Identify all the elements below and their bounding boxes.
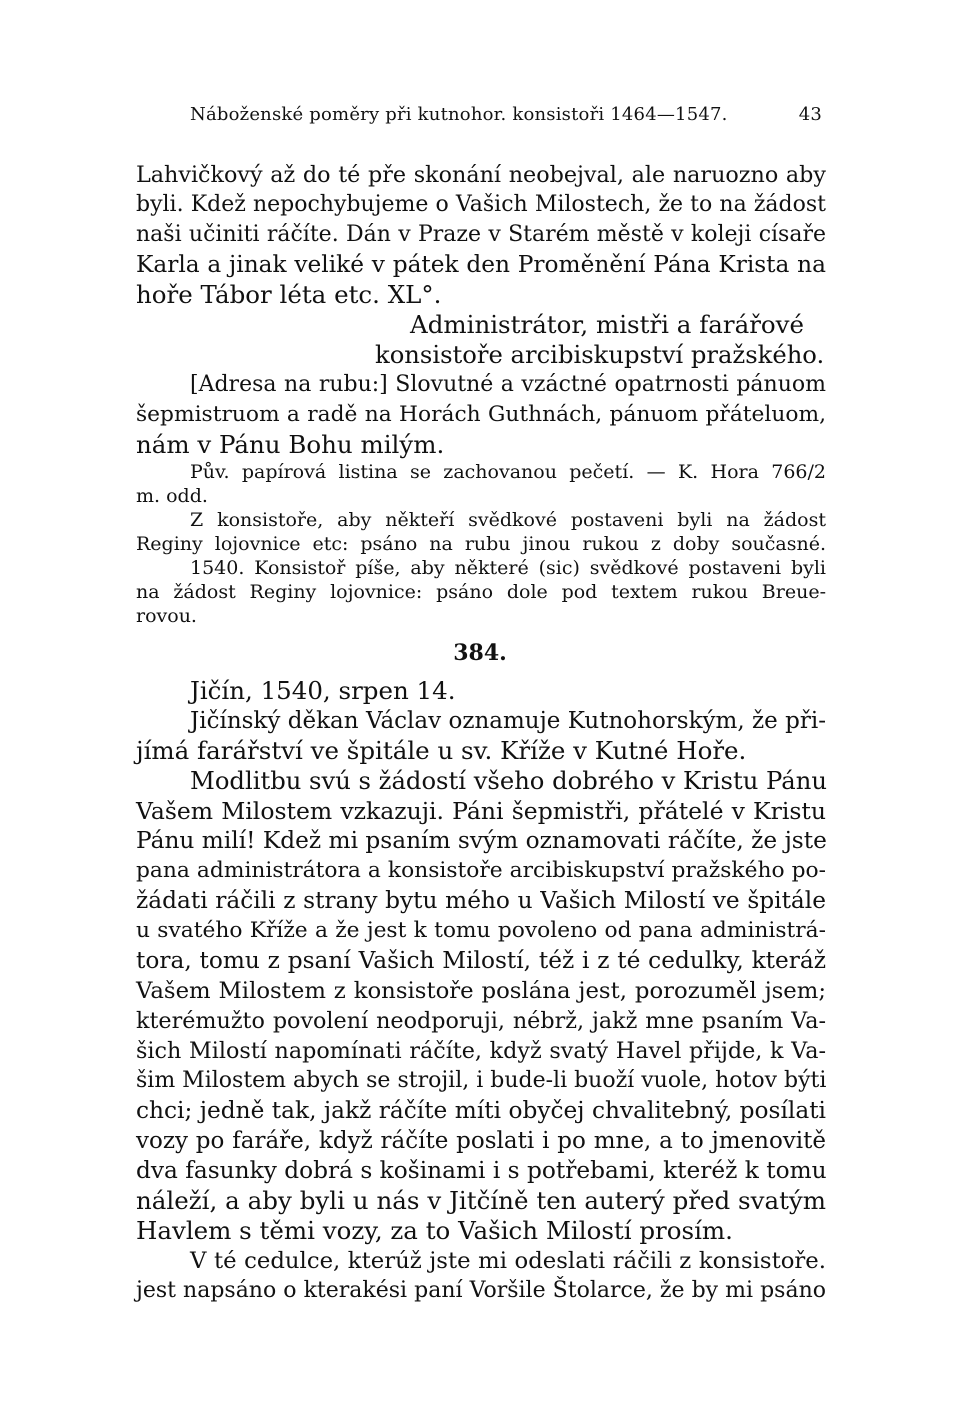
body-line: jest napsáno o kterakési paní Voršile Štolarce, že by mi psáno	[136, 1278, 826, 1303]
body-line: Havlem s těmi vozy, za to Vašich Milostí prosím.	[136, 1216, 733, 1245]
body-line: dva fasunky dobrá s košinami i s potřebami, kteréž k tomu	[136, 1157, 827, 1184]
note-line: Reginy lojovnice etc: psáno na rubu jinou rukou z doby současné.	[136, 533, 826, 555]
note-line: 1540. Konsistoř píše, aby některé (sic) svědkové postaveni byli	[190, 557, 826, 579]
text-line: naši učiniti ráčíte. Dán v Praze v Starém městě v koleji císaře	[136, 222, 826, 247]
text-line: byli. Kdež nepochybujeme o Vašich Milostech, že to na žádost	[136, 192, 826, 217]
note-line: rovou.	[136, 605, 197, 627]
text-line: Lahvičkový až do té pře skonání neobejval, ale naruozno aby	[136, 162, 826, 188]
body-line: Vašem Milostem z konsistoře poslána jest, porozuměl jsem;	[136, 978, 826, 1004]
page-number: 43	[798, 104, 822, 125]
body-line: žádati ráčili z strany bytu mého u Vašich Milostí ve špitále	[136, 887, 826, 914]
body-line: pana administrátora a konsistoře arcibiskupství pražského po-	[136, 858, 826, 883]
body-line: Vašem Milostem vzkazuji. Páni šepmistři, přátelé v Kristu	[136, 797, 826, 825]
note-line: Z konsistoře, aby někteří svědkové postaveni byli na žádost	[190, 509, 826, 531]
body-line: V té cedulce, kterúž jste mi odeslati ráčili z konsistoře.	[190, 1248, 826, 1274]
note-line: m. odd.	[136, 485, 208, 507]
note-line: na žádost Reginy lojovnice: psáno dole pod textem rukou Breue-	[136, 581, 826, 603]
body-line: chci; jedně tak, jakž ráčíte míti obyčej chvalitebný, posílati	[136, 1097, 826, 1124]
address-line: nám v Pánu Bohu milým.	[136, 430, 445, 459]
running-header	[190, 104, 822, 128]
body-line: šim Milostem abych se strojil, i bude-li buoží vuole, hotov býti	[136, 1068, 827, 1093]
body-line: Modlitbu svú s žádostí všeho dobrého v Kristu Pánu	[190, 766, 827, 795]
text-line: hoře Tábor léta etc. XL°.	[136, 280, 442, 309]
body-line: vozy po faráře, když ráčíte poslati i po mne, a to jmenovitě	[136, 1128, 826, 1154]
body-line: tora, tomu z psaní Vašich Milostí, též i z té cedulky, kteráž	[136, 947, 826, 974]
signature-line: Administrátor, mistři a farářové	[410, 310, 804, 339]
signature-line: konsistoře arcibiskupství pražského.	[375, 340, 825, 369]
body-line: u svatého Kříže a že jest k tomu povoleno od pana administrá-	[136, 918, 826, 943]
body-line: náleží, a aby byli u nás v Jitčíně ten auterý před svatým	[136, 1186, 826, 1215]
regest-line: Jičínský děkan Václav oznamuje Kutnohorským, že při-	[190, 708, 826, 734]
body-line: kterémužto povolení neodporuji, nébrž, jakž mne psaním Va-	[136, 1008, 826, 1034]
body-line: šich Milostí napomínati ráčíte, když svatý Havel přijde, k Va-	[136, 1038, 826, 1064]
regest-line: jímá farářství ve špitále u sv. Kříže v Kutné Hoře.	[136, 736, 747, 765]
running-title: Náboženské poměry při kutnohor. konsistoři 1464—1547.	[190, 104, 728, 125]
note-line: Pův. papírová listina se zachovanou pečetí. — K. Hora 766/2	[190, 461, 826, 483]
document-number: 384.	[453, 640, 507, 666]
text-line: Karla a jinak veliké v pátek den Proměnění Pána Krista na	[136, 251, 826, 278]
address-line: šepmistruom a radě na Horách Guthnách, pánuom přáteluom,	[136, 402, 826, 427]
place-date: Jičín, 1540, srpen 14.	[190, 676, 456, 705]
body-line: Pánu milí! Kdež mi psaním svým oznamovati ráčíte, že jste	[136, 827, 827, 854]
address-line: [Adresa na rubu:] Slovutné a vzáctné opatrnosti pánuom	[190, 372, 826, 397]
